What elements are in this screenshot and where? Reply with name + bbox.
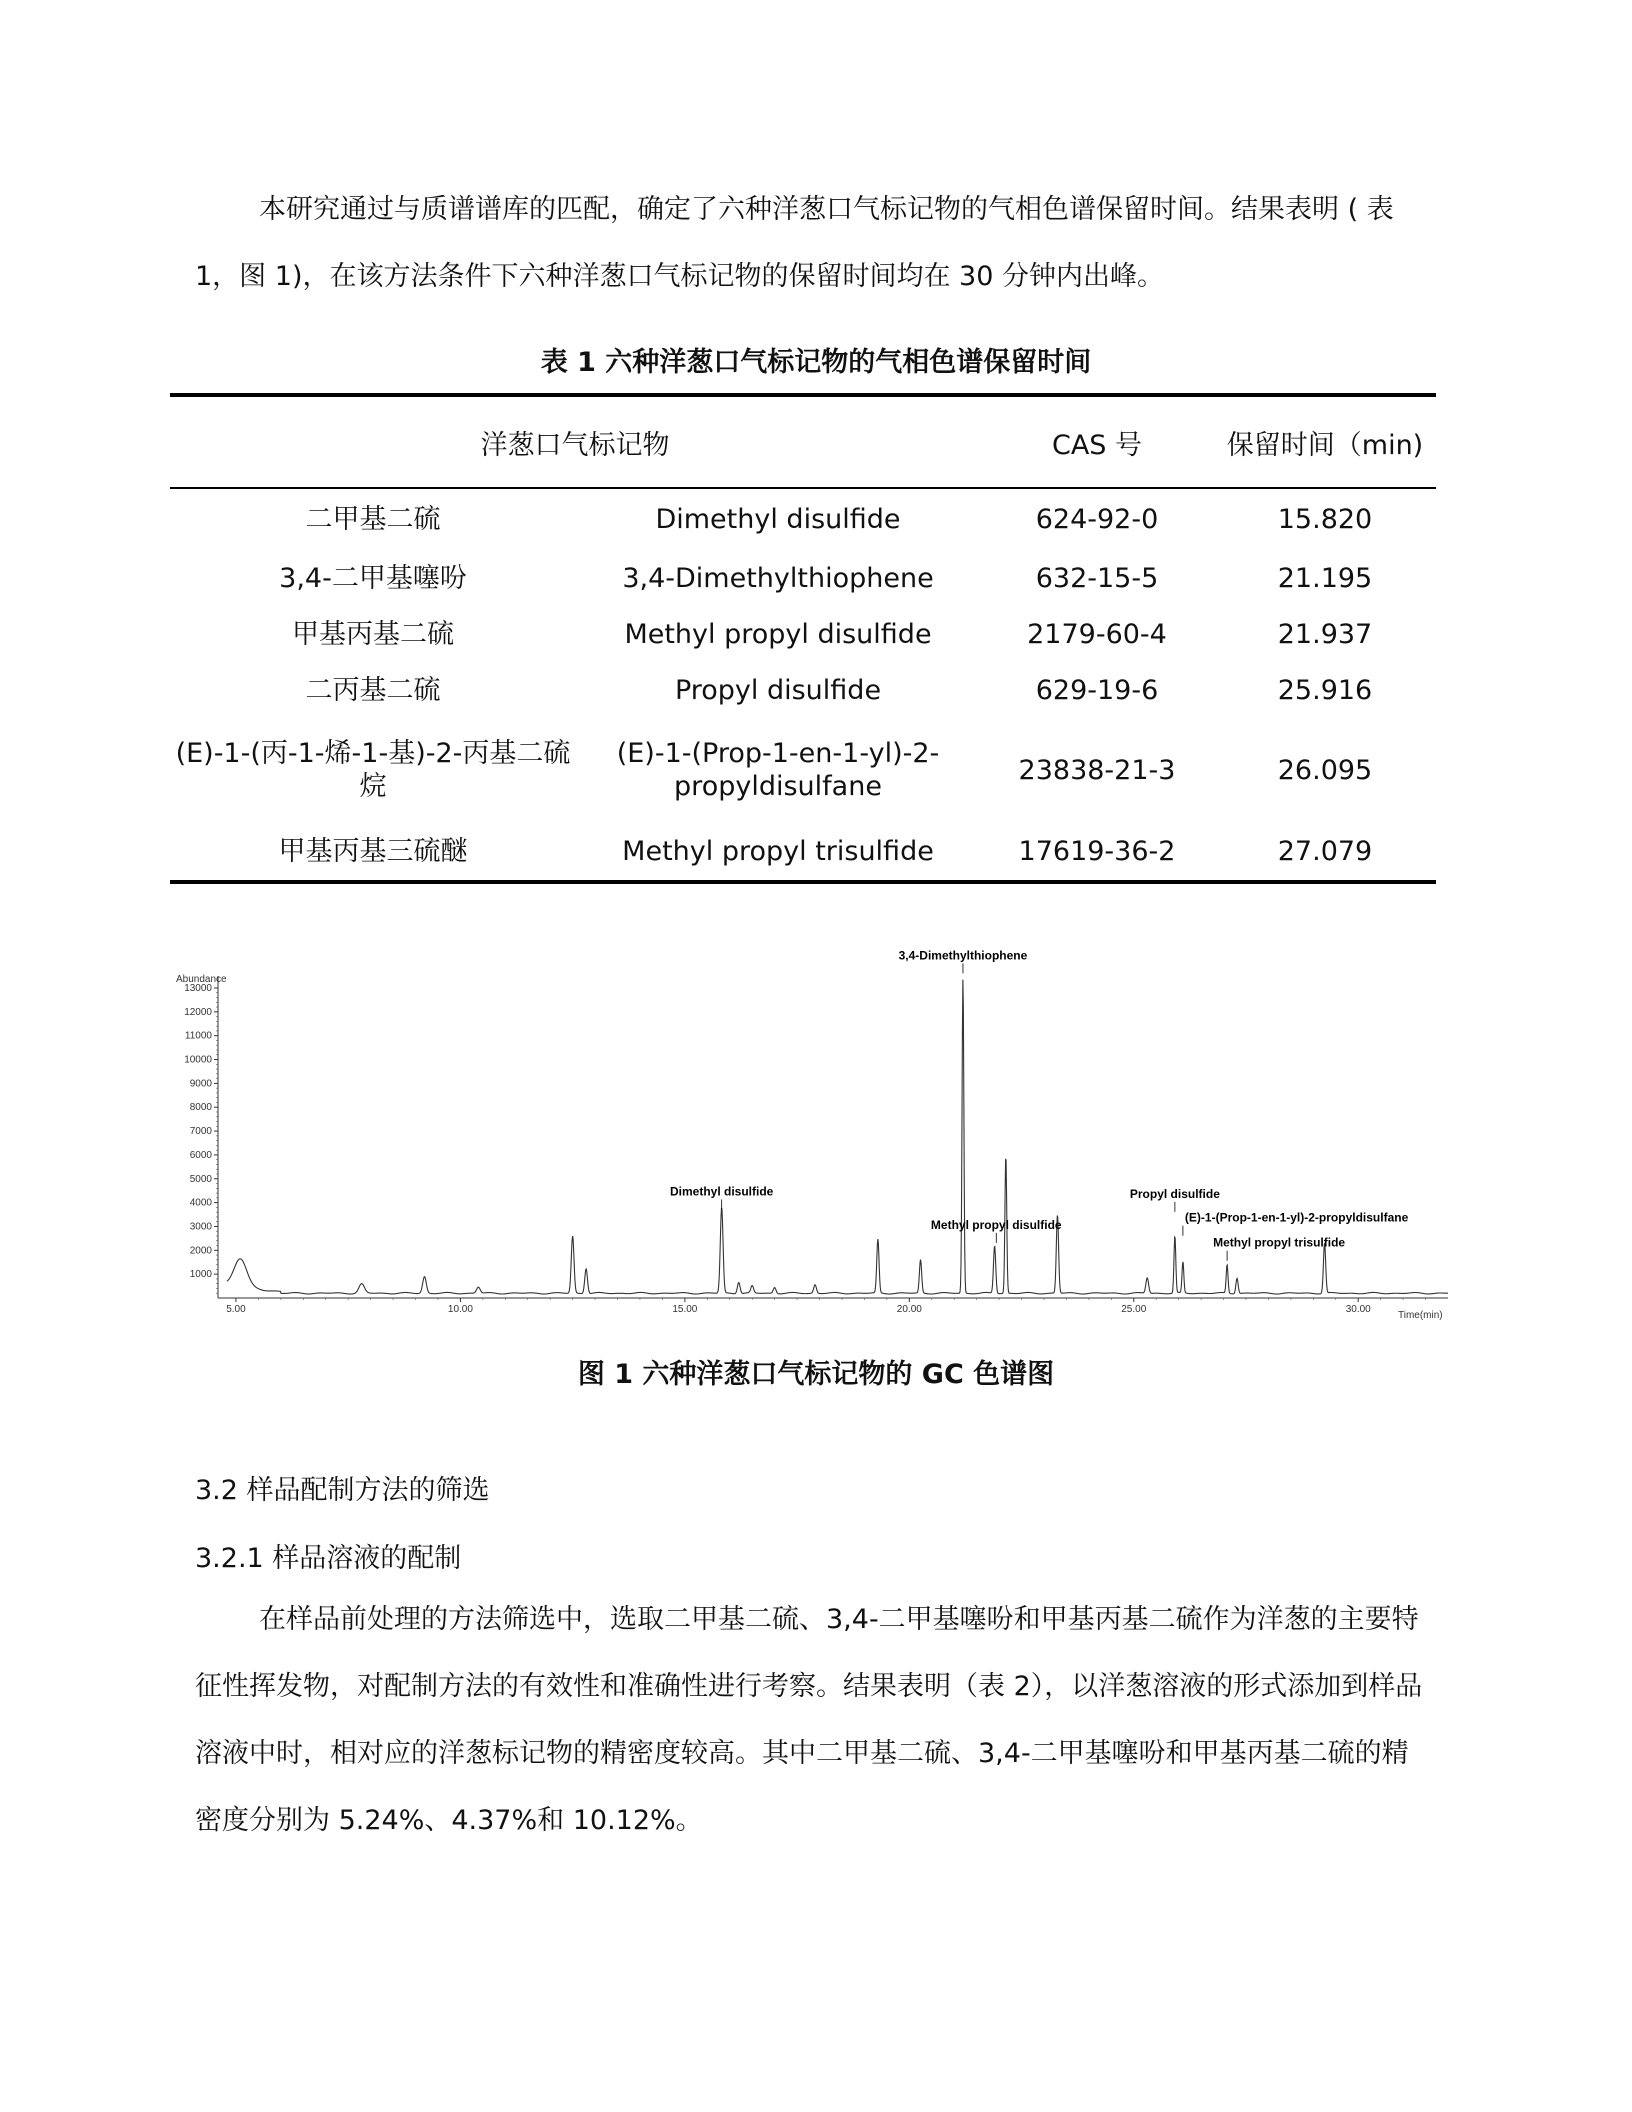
y-tick-label: 13000 xyxy=(184,983,212,994)
peak-label: Methyl propyl trisulfide xyxy=(1213,1235,1346,1250)
cell-cn-name: 甲基丙基三硫醚 xyxy=(278,835,468,867)
peak-label: Propyl disulfide xyxy=(1129,1186,1220,1201)
cell-cn-name: 二丙基二硫 xyxy=(305,674,441,706)
cell-cas: 624-92-0 xyxy=(1035,504,1159,535)
cell-rt: 21.195 xyxy=(1277,562,1373,594)
peak-label: Dimethyl disulfide xyxy=(669,1184,774,1199)
y-axis-label: Abundance xyxy=(176,974,227,985)
cell-rt: 15.820 xyxy=(1277,504,1373,535)
cell-rt: 21.937 xyxy=(1277,618,1373,650)
cell-en-name: (E)-1-(Prop-1-en-1-yl)-2-propyldisulfane xyxy=(616,738,940,802)
retention-time-table xyxy=(170,393,1436,884)
y-tick-label: 10000 xyxy=(184,1054,212,1066)
y-tick-label: 7000 xyxy=(189,1126,212,1138)
cell-cas: 17619-36-2 xyxy=(1018,835,1176,867)
figure1-caption: 图 1 六种洋葱口气标记物的 GC 色谱图 xyxy=(577,1359,1055,1390)
table-row xyxy=(170,488,1436,550)
section-heading-3-2: 3.2 样品配制方法的筛选 xyxy=(195,1475,490,1506)
table-row xyxy=(170,662,1436,718)
cell-rt: 26.095 xyxy=(1277,754,1373,786)
y-tick-label: 9000 xyxy=(189,1078,212,1090)
cell-cas: 2179-60-4 xyxy=(1027,618,1167,650)
cell-rt: 25.916 xyxy=(1277,674,1373,706)
y-tick-label: 8000 xyxy=(189,1102,212,1114)
y-tick-label: 6000 xyxy=(189,1149,212,1161)
table-row xyxy=(170,550,1436,606)
y-tick-label: 4000 xyxy=(189,1197,212,1209)
x-tick-label: 20.00 xyxy=(896,1304,922,1315)
cell-en-name: Methyl propyl disulfide xyxy=(624,618,932,650)
table-header-row xyxy=(170,395,1436,488)
x-tick-label: 5.00 xyxy=(226,1304,246,1315)
table-row xyxy=(170,822,1436,882)
intro-paragraph: 本研究通过与质谱谱库的匹配，确定了六种洋葱口气标记物的气相色谱保留时间。结果表明 ( 表 1，图 1)，在该方法条件下六种洋葱口气标记物的保留时间均在 30 分钟内出峰。 xyxy=(195,194,1394,292)
header-cas: CAS 号 xyxy=(1051,429,1143,461)
cell-cn-name: (E)-1-(丙-1-烯-1-基)-2-丙基二硫烷 xyxy=(175,738,571,802)
y-tick-label: 11000 xyxy=(184,1030,212,1042)
peak-label: 3,4-Dimethylthiophene xyxy=(898,948,1028,963)
gc-chromatogram-chart xyxy=(170,940,1470,1340)
cell-cas: 632-15-5 xyxy=(1035,562,1159,594)
y-tick-label: 12000 xyxy=(184,1006,212,1018)
table-row xyxy=(170,606,1436,662)
cell-rt: 27.079 xyxy=(1277,835,1373,867)
y-axis xyxy=(184,976,218,1298)
cell-en-name: Propyl disulfide xyxy=(674,674,882,706)
cell-en-name: 3,4-Dimethylthiophene xyxy=(622,562,934,594)
x-tick-label: 30.00 xyxy=(1345,1304,1371,1315)
table-row xyxy=(170,718,1436,822)
peak-label: (E)-1-(Prop-1-en-1-yl)-2-propyldisulfane xyxy=(1184,1210,1409,1225)
body-paragraph: 在样品前处理的方法筛选中，选取二甲基二硫、3,4-二甲基噻吩和甲基丙基二硫作为洋葱的主要特征性挥发物，对配制方法的有效性和准确性进行考察。结果表明（表 2），以洋葱溶液的形式添加到样品溶液中时，相对应的洋葱标记物的精密度较高。其中二甲基二硫、3,4-二甲基噻吩和甲基丙基二硫的精密度分别为 5.24%、4.37%和 10.12%。 xyxy=(195,1604,1423,1836)
x-tick-label: 15.00 xyxy=(672,1304,698,1315)
cell-en-name: Methyl propyl trisulfide xyxy=(622,835,934,867)
cell-cas: 629-19-6 xyxy=(1035,674,1159,706)
table1-caption: 表 1 六种洋葱口气标记物的气相色谱保留时间 xyxy=(540,347,1092,378)
header-retention-time: 保留时间（min) xyxy=(1226,429,1424,461)
y-tick-label: 1000 xyxy=(189,1269,212,1281)
x-tick-label: 25.00 xyxy=(1121,1304,1147,1315)
cell-cas: 23838-21-3 xyxy=(1018,754,1176,786)
cell-cn-name: 甲基丙基二硫 xyxy=(292,618,454,650)
peak-labels xyxy=(670,948,1409,1260)
x-tick-label: 10.00 xyxy=(447,1304,473,1315)
y-tick-label: 2000 xyxy=(189,1245,212,1257)
cell-en-name: Dimethyl disulfide xyxy=(655,504,901,535)
y-tick-label: 3000 xyxy=(189,1221,212,1233)
x-axis-label: Time(min) xyxy=(1398,1310,1443,1321)
y-tick-label: 5000 xyxy=(189,1173,212,1185)
peak-label: Methyl propyl disulfide xyxy=(930,1217,1062,1232)
header-marker: 洋葱口气标记物 xyxy=(480,429,670,461)
cell-cn-name: 3,4-二甲基噻吩 xyxy=(279,562,467,594)
x-axis xyxy=(218,1298,1448,1315)
section-heading-3-2-1: 3.2.1 样品溶液的配制 xyxy=(195,1543,462,1574)
cell-cn-name: 二甲基二硫 xyxy=(305,504,441,535)
